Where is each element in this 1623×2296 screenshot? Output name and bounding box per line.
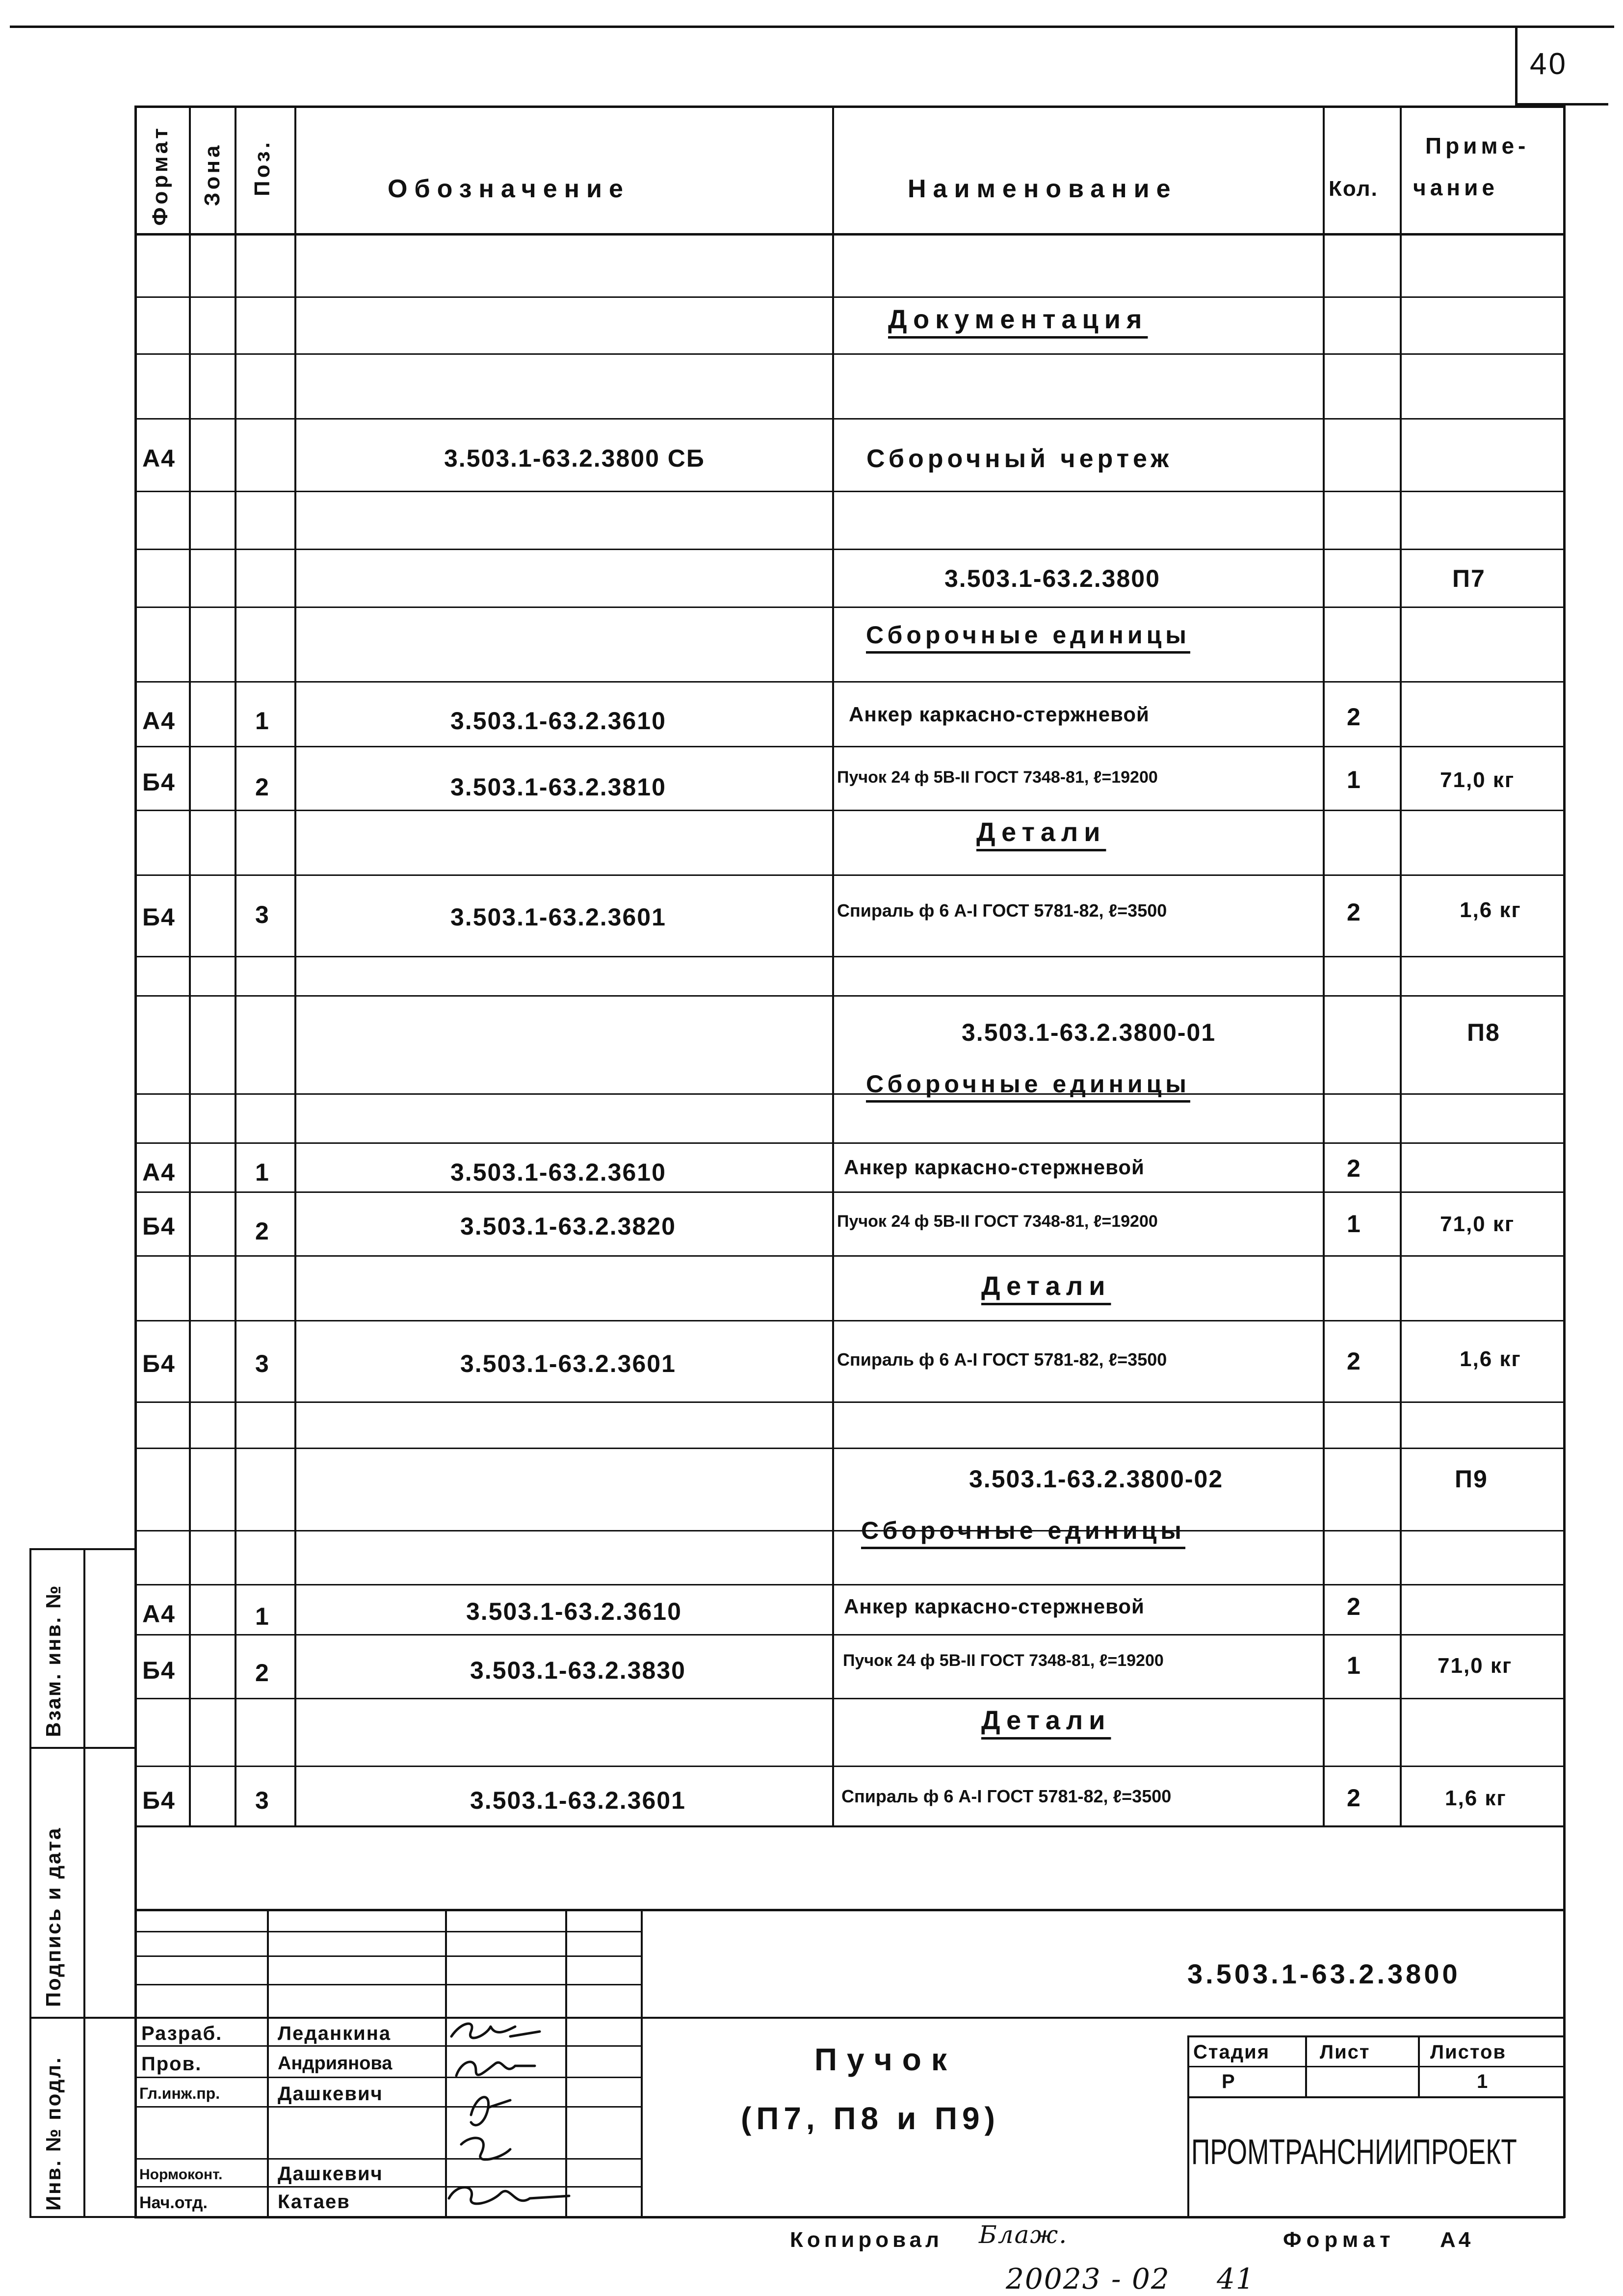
row-pos: 1 bbox=[255, 707, 270, 735]
variant-mark-p8: П8 bbox=[1467, 1019, 1500, 1046]
row-designation: 3.503.1-63.2.3610 bbox=[466, 1598, 682, 1625]
section-assembly-units: Сборочные единицы bbox=[866, 1070, 1190, 1098]
row-qty: 1 bbox=[1347, 1210, 1361, 1238]
row-designation: 3.503.1-63.2.3601 bbox=[450, 903, 666, 931]
row-qty: 2 bbox=[1347, 703, 1361, 731]
header-format: Формат bbox=[148, 125, 172, 226]
row-designation: 3.503.1-63.2.3820 bbox=[460, 1213, 676, 1240]
archive-sheet: 41 bbox=[1217, 2262, 1255, 2296]
row-name: Спираль ф 6 А-I ГОСТ 5781-82, ℓ=3500 bbox=[837, 1349, 1167, 1370]
row-note: 71,0 кг bbox=[1440, 768, 1515, 792]
row-format: А4 bbox=[142, 445, 176, 472]
section-documentation: Документация bbox=[888, 305, 1148, 334]
header-note-line2: чание bbox=[1413, 175, 1498, 200]
title-line-1: Пучок bbox=[814, 2042, 957, 2077]
row-pos: 1 bbox=[255, 1159, 270, 1186]
header-zone: Зона bbox=[200, 142, 224, 206]
row-qty: 1 bbox=[1347, 766, 1361, 793]
row-qty: 2 bbox=[1347, 1784, 1361, 1812]
person-name: Дашкевич bbox=[278, 2163, 383, 2185]
stage-label: Стадия bbox=[1193, 2041, 1270, 2063]
row-pos: 2 bbox=[255, 1659, 270, 1687]
row-pos: 3 bbox=[255, 1350, 270, 1377]
role-label: Нач.отд. bbox=[139, 2193, 208, 2212]
sheets-label: Листов bbox=[1430, 2041, 1506, 2063]
section-parts: Детали bbox=[981, 1271, 1111, 1301]
row-format: А4 bbox=[142, 1159, 176, 1186]
row-name: Анкер каркасно-стержневой bbox=[849, 703, 1150, 726]
header-qty: Кол. bbox=[1329, 177, 1378, 201]
person-name: Леданкина bbox=[278, 2023, 392, 2044]
copied-signature: Блаж. bbox=[979, 2220, 1068, 2249]
row-name: Анкер каркасно-стержневой bbox=[844, 1595, 1145, 1618]
row-pos: 2 bbox=[255, 773, 270, 801]
row-designation: 3.503.1-63.2.3800 СБ bbox=[444, 445, 705, 472]
row-qty: 1 bbox=[1347, 1652, 1361, 1679]
side-label-original-inv: Инв. № подл. bbox=[42, 2056, 65, 2211]
row-pos: 3 bbox=[255, 1787, 270, 1814]
row-designation: 3.503.1-63.2.3810 bbox=[450, 773, 666, 801]
role-label: Гл.инж.пр. bbox=[139, 2085, 220, 2102]
sheets-value: 1 bbox=[1477, 2071, 1489, 2092]
role-label: Пров. bbox=[141, 2053, 202, 2075]
row-designation: 3.503.1-63.2.3610 bbox=[450, 707, 666, 735]
row-name: Сборочный чертеж bbox=[866, 445, 1173, 473]
row-pos: 3 bbox=[255, 901, 270, 928]
row-qty: 2 bbox=[1347, 1347, 1361, 1375]
row-note: 71,0 кг bbox=[1438, 1654, 1513, 1678]
page-number: 40 bbox=[1530, 47, 1568, 81]
role-label: Разраб. bbox=[141, 2023, 223, 2044]
archive-number: 20023 - 02 bbox=[1006, 2262, 1170, 2296]
side-label-replacement-inv: Взам. инв. № bbox=[42, 1584, 65, 1737]
row-name: Пучок 24 ф 5В-II ГОСТ 7348-81, ℓ=19200 bbox=[837, 768, 1158, 787]
person-name: Катаев bbox=[278, 2191, 350, 2213]
variant-designation-p8: 3.503.1-63.2.3800-01 bbox=[962, 1019, 1216, 1046]
header-note-line1: Приме- bbox=[1425, 133, 1530, 158]
variant-designation-p7: 3.503.1-63.2.3800 bbox=[944, 565, 1160, 592]
row-designation: 3.503.1-63.2.3830 bbox=[470, 1657, 686, 1684]
section-assembly-units: Сборочные единицы bbox=[861, 1517, 1185, 1544]
format-label: Формат bbox=[1283, 2228, 1395, 2252]
row-format: А4 bbox=[142, 1600, 176, 1628]
row-pos: 1 bbox=[255, 1603, 270, 1630]
row-name: Анкер каркасно-стержневой bbox=[844, 1156, 1145, 1179]
row-format: Б4 bbox=[142, 768, 176, 796]
row-name: Спираль ф 6 А-I ГОСТ 5781-82, ℓ=3500 bbox=[837, 900, 1167, 921]
side-label-signature-date: Подпись и дата bbox=[42, 1826, 65, 2007]
copied-label: Копировал bbox=[790, 2228, 943, 2252]
row-format: Б4 bbox=[142, 1350, 176, 1377]
section-assembly-units: Сборочные единицы bbox=[866, 621, 1190, 649]
section-parts: Детали bbox=[981, 1706, 1111, 1735]
row-designation: 3.503.1-63.2.3601 bbox=[470, 1787, 686, 1814]
header-designation: Обозначение bbox=[388, 175, 630, 203]
person-name: Дашкевич bbox=[278, 2083, 383, 2105]
row-format: А4 bbox=[142, 707, 176, 735]
row-format: Б4 bbox=[142, 1787, 176, 1814]
row-note: 71,0 кг bbox=[1440, 1212, 1515, 1236]
row-qty: 2 bbox=[1347, 1155, 1361, 1182]
row-format: Б4 bbox=[142, 903, 176, 931]
title-line-2: (П7, П8 и П9) bbox=[741, 2101, 1000, 2136]
variant-mark-p7: П7 bbox=[1452, 565, 1486, 592]
header-name: Наименование bbox=[908, 175, 1178, 203]
variant-mark-p9: П9 bbox=[1455, 1465, 1488, 1493]
format-value: А4 bbox=[1440, 2228, 1474, 2252]
variant-designation-p9: 3.503.1-63.2.3800-02 bbox=[969, 1465, 1224, 1493]
header-pos: Поз. bbox=[250, 139, 274, 196]
section-parts: Детали bbox=[976, 818, 1106, 847]
role-label: Нормоконт. bbox=[139, 2166, 223, 2183]
row-format: Б4 bbox=[142, 1213, 176, 1240]
row-name: Спираль ф 6 А-I ГОСТ 5781-82, ℓ=3500 bbox=[841, 1786, 1172, 1806]
sheet-label: Лист bbox=[1320, 2041, 1370, 2063]
row-name: Пучок 24 ф 5В-II ГОСТ 7348-81, ℓ=19200 bbox=[843, 1651, 1164, 1670]
row-note: 1,6 кг bbox=[1460, 1347, 1521, 1371]
row-qty: 2 bbox=[1347, 1593, 1361, 1620]
stage-value: Р bbox=[1222, 2071, 1236, 2092]
row-note: 1,6 кг bbox=[1445, 1786, 1507, 1810]
organization-name: ПРОМТРАНСНИИПРОЕКТ bbox=[1191, 2133, 1517, 2172]
document-code: 3.503.1-63.2.3800 bbox=[1187, 1958, 1461, 1989]
row-name: Пучок 24 ф 5В-II ГОСТ 7348-81, ℓ=19200 bbox=[837, 1212, 1158, 1231]
row-designation: 3.503.1-63.2.3601 bbox=[460, 1350, 676, 1377]
signatures bbox=[442, 2017, 589, 2218]
row-pos: 2 bbox=[255, 1217, 270, 1245]
row-designation: 3.503.1-63.2.3610 bbox=[450, 1159, 666, 1186]
row-format: Б4 bbox=[142, 1657, 176, 1684]
person-name: Андриянова bbox=[278, 2053, 393, 2074]
row-note: 1,6 кг bbox=[1460, 898, 1521, 922]
row-qty: 2 bbox=[1347, 898, 1361, 926]
